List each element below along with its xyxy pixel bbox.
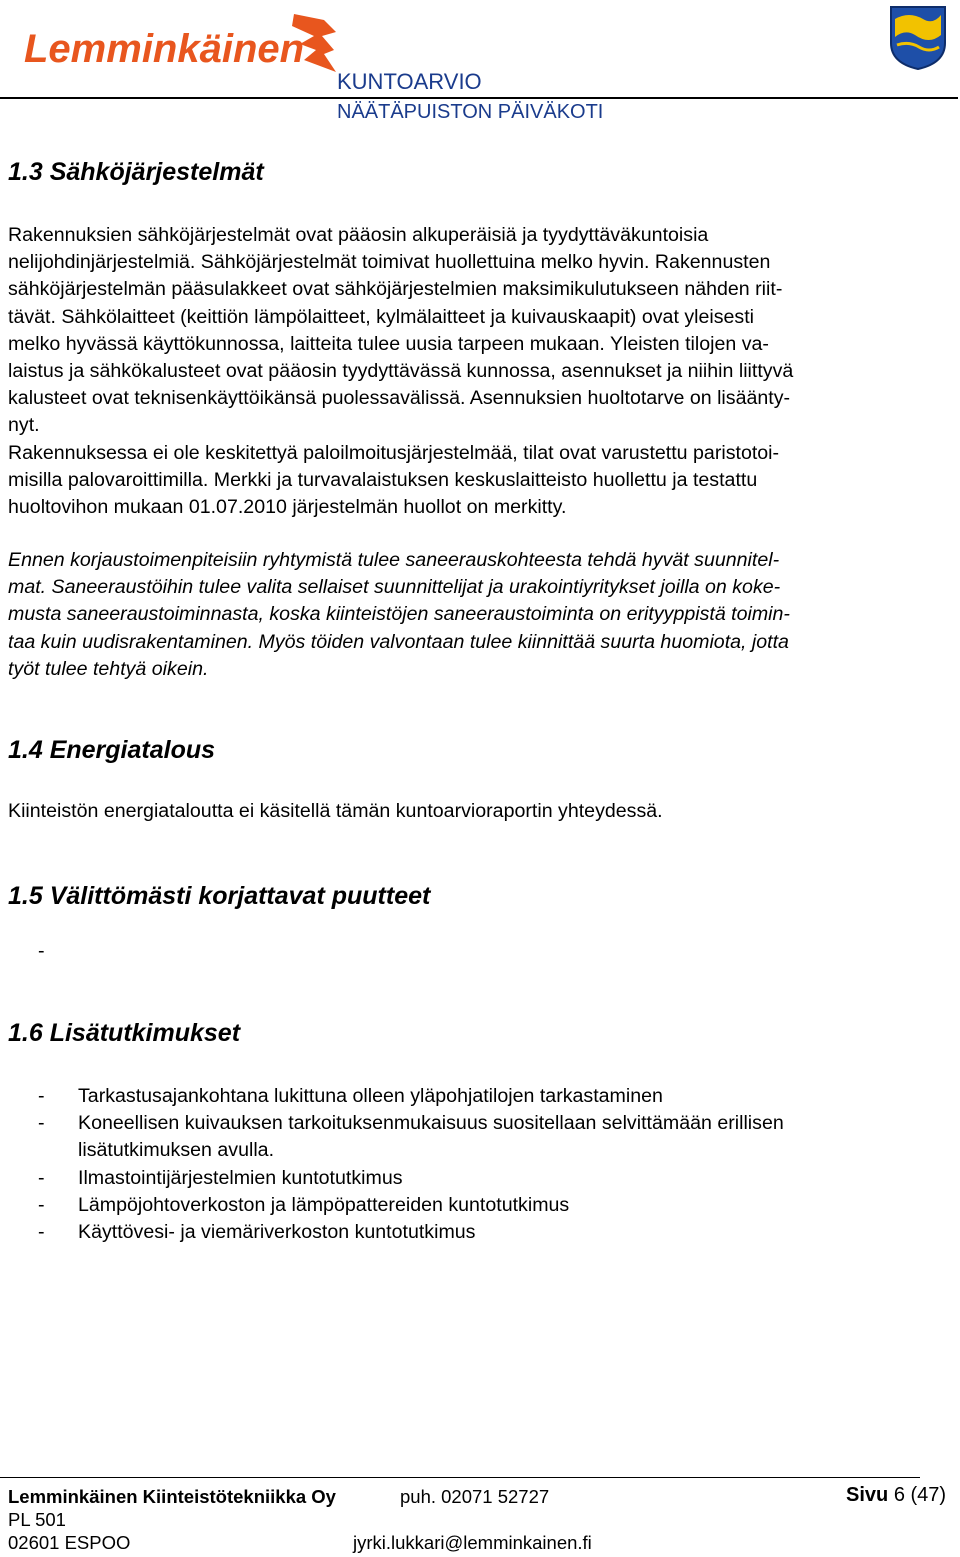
text-line: Rakennuksien sähköjärjestelmät ovat pääosin alkuperäisiä ja tyydyttäväkuntoisia <box>8 224 709 246</box>
text-line: tävät. Sähkölaitteet (keittiön lämpölaitteet, kylmälaitteet ja kuivauskaapit) ovat yleisesti <box>8 305 755 328</box>
section-heading-1-6: 1.6 Lisätutkimukset <box>8 1019 241 1047</box>
section-heading-1-3: 1.3 Sähköjärjestelmät <box>8 158 264 186</box>
section-heading-1-4: 1.4 Energiatalous <box>8 736 216 764</box>
footer-page-label: Sivu <box>846 1484 889 1506</box>
list-item <box>38 1165 956 1192</box>
municipal-crest-icon <box>889 5 947 71</box>
paragraph-renovation-advice <box>8 547 956 683</box>
list-marker: - <box>38 1221 45 1244</box>
text-line: laistus ja sähkökalusteet ovat pääosin tyydyttävässä kunnossa, asennukset ja niihin liittyvä <box>8 360 794 383</box>
text-line: kalusteet ovat teknisenkäyttöikänsä puolessavälissä. Asennuksien huoltotarve on lisäänty- <box>8 387 791 410</box>
footer-page-number <box>846 1484 946 1506</box>
list-item-text: Ilmastointijärjestelmien kuntotutkimus <box>78 1166 403 1189</box>
section-heading-1-5: 1.5 Välittömästi korjattavat puutteet <box>8 882 431 910</box>
list-marker: - <box>38 1166 45 1189</box>
further-studies-list <box>38 1083 956 1246</box>
report-title: KUNTOARVIO <box>337 69 482 94</box>
list-item-text: lisätutkimuksen avulla. <box>78 1139 275 1162</box>
footer-divider <box>0 1477 920 1478</box>
list-item <box>38 1219 956 1246</box>
footer-phone: puh. 02071 52727 <box>400 1486 550 1507</box>
footer-postal-address: 02601 ESPOO <box>8 1532 131 1553</box>
text-line: työt tulee tehtyä oikein. <box>8 657 209 680</box>
list-item-text: Lämpöjohtoverkoston ja lämpöpattereiden kuntotutkimus <box>78 1193 570 1216</box>
list-item <box>38 1192 956 1219</box>
footer-po-box: PL 501 <box>8 1509 66 1530</box>
text-line: mat. Saneeraustöihin tulee valita sellaiset suunnittelijat ja urakointiyritykset joilla on koke- <box>8 576 781 599</box>
text-line: huoltovihon mukaan 01.07.2010 järjestelmän huollot on merkitty. <box>8 496 567 519</box>
list-marker: - <box>38 1112 45 1135</box>
text-line: taa kuin uudisrakentaminen. Myös töiden valvontaan tulee kiinnittää suurta huomiota, jotta <box>8 630 789 653</box>
paragraph-energy: Kiinteistön energiataloutta ei käsitellä tämän kuntoarvioraportin yhteydessä. <box>8 800 663 822</box>
list-marker: - <box>38 1085 45 1107</box>
list-item <box>38 1110 956 1164</box>
text-line: Rakennuksessa ei ole keskitettyä paloilmoitusjärjestelmää, tilat ovat varustettu paristotoi- <box>8 441 780 464</box>
footer-page-value: 6 (47) <box>893 1484 947 1506</box>
text-line: melko hyvässä käyttökunnossa, laitteita tulee uusia tarpeen mukaan. Yleisten tilojen va- <box>8 332 769 355</box>
paragraph-electrical-systems <box>8 222 956 521</box>
list-item-text: Koneellisen kuivauksen tarkoituksenmukaisuus suositellaan selvittämään erillisen <box>78 1112 784 1135</box>
report-subtitle: NÄÄTÄPUISTON PÄIVÄKOTI <box>337 101 604 123</box>
text-line: musta saneeraustoiminnasta, koska kiinteistöjen saneeraustoiminta on erityyppistä toimin- <box>8 603 790 626</box>
footer-company: Lemminkäinen Kiinteistötekniikka Oy <box>8 1486 336 1507</box>
text-line: sähköjärjestelmän pääsulakkeet ovat sähköjärjestelmien maksimikulutukseen nähden riit- <box>8 278 783 301</box>
footer-email: jyrki.lukkari@lemminkainen.fi <box>353 1532 592 1553</box>
logo-wordmark: Lemminkäinen <box>24 27 305 71</box>
list-marker: - <box>38 1193 45 1216</box>
text-line: misilla palovaroittimilla. Merkki ja turvavalaistuksen keskuslaitteisto huollettu ja testattu <box>8 468 758 491</box>
list-item-text: Tarkastusajankohtana lukittuna olleen yläpohjatilojen tarkastaminen <box>78 1085 663 1107</box>
text-line: nyt. <box>8 414 40 437</box>
header-divider <box>0 97 958 99</box>
list-item-text: Käyttövesi- ja viemäriverkoston kuntotutkimus <box>78 1221 476 1244</box>
text-line: nelijohdinjärjestelmiä. Sähköjärjestelmät toimivat huollettuina melko hyvin. Rakennusten <box>8 251 771 274</box>
list-item <box>38 1083 956 1110</box>
lemminkainen-logo <box>24 10 354 88</box>
text-line: Ennen korjaustoimenpiteisiin ryhtymistä tulee saneerauskohteesta tehdä hyvät suunnitel- <box>8 549 780 571</box>
empty-list-dash: - <box>38 940 45 962</box>
